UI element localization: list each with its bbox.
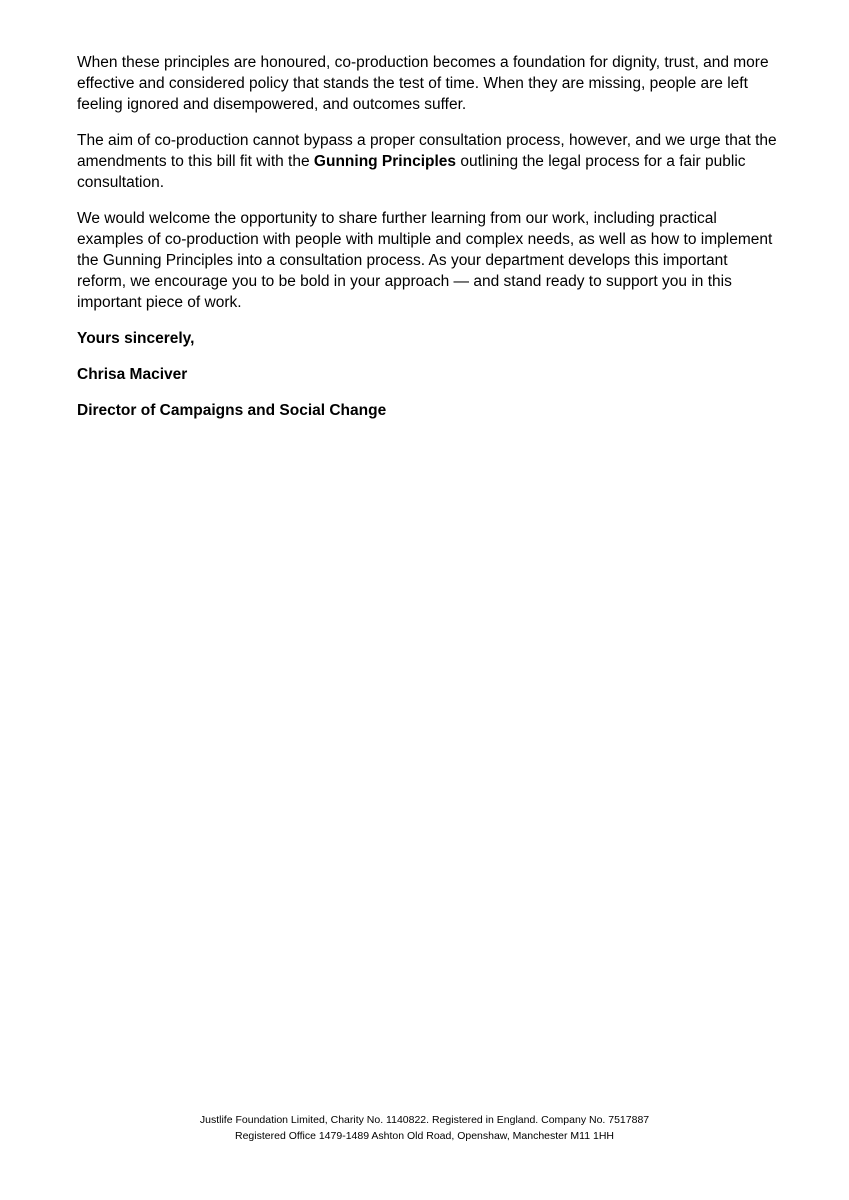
letter-body: [77, 52, 777, 436]
paragraph-welcome-opportunity: We would welcome the opportunity to share further learning from our work, including practical examples of co-production with people with multiple and complex needs, as well as how to implement the Gunning Principles into a consultation process. As your department develops this important reform, we encourage you to be bold in your approach — and stand ready to support you in this important piece of work.: [77, 210, 773, 311]
footer-registered-office: Registered Office 1479-1489 Ashton Old Road, Openshaw, Manchester M11 1HH: [235, 1130, 614, 1142]
footer-company-details: Justlife Foundation Limited, Charity No. 1140822. Registered in England. Company No. 7517887: [199, 1114, 650, 1126]
paragraph-consultation-text-after: outlining the legal process for a fair public consultation.: [77, 153, 746, 191]
signatory-name: Chrisa Maciver: [77, 366, 188, 383]
signatory-title: Director of Campaigns and Social Change: [77, 402, 387, 419]
closing-salutation: Yours sincerely,: [77, 330, 195, 347]
gunning-principles-emphasis: Gunning Principles: [313, 153, 457, 170]
paragraph-principles-honoured: When these principles are honoured, co-production becomes a foundation for dignity, trust, and more effective and considered policy that stands the test of time. When they are missing, people are left feeling ignored and disempowered, and outcomes suffer.: [77, 54, 769, 113]
page-footer: [0, 1112, 849, 1144]
paragraph-consultation: [77, 130, 777, 193]
paragraph-consultation-text-before: The aim of co-production cannot bypass a proper consultation process, however, and we urge that the amendments to this bill fit with the: [77, 132, 777, 170]
